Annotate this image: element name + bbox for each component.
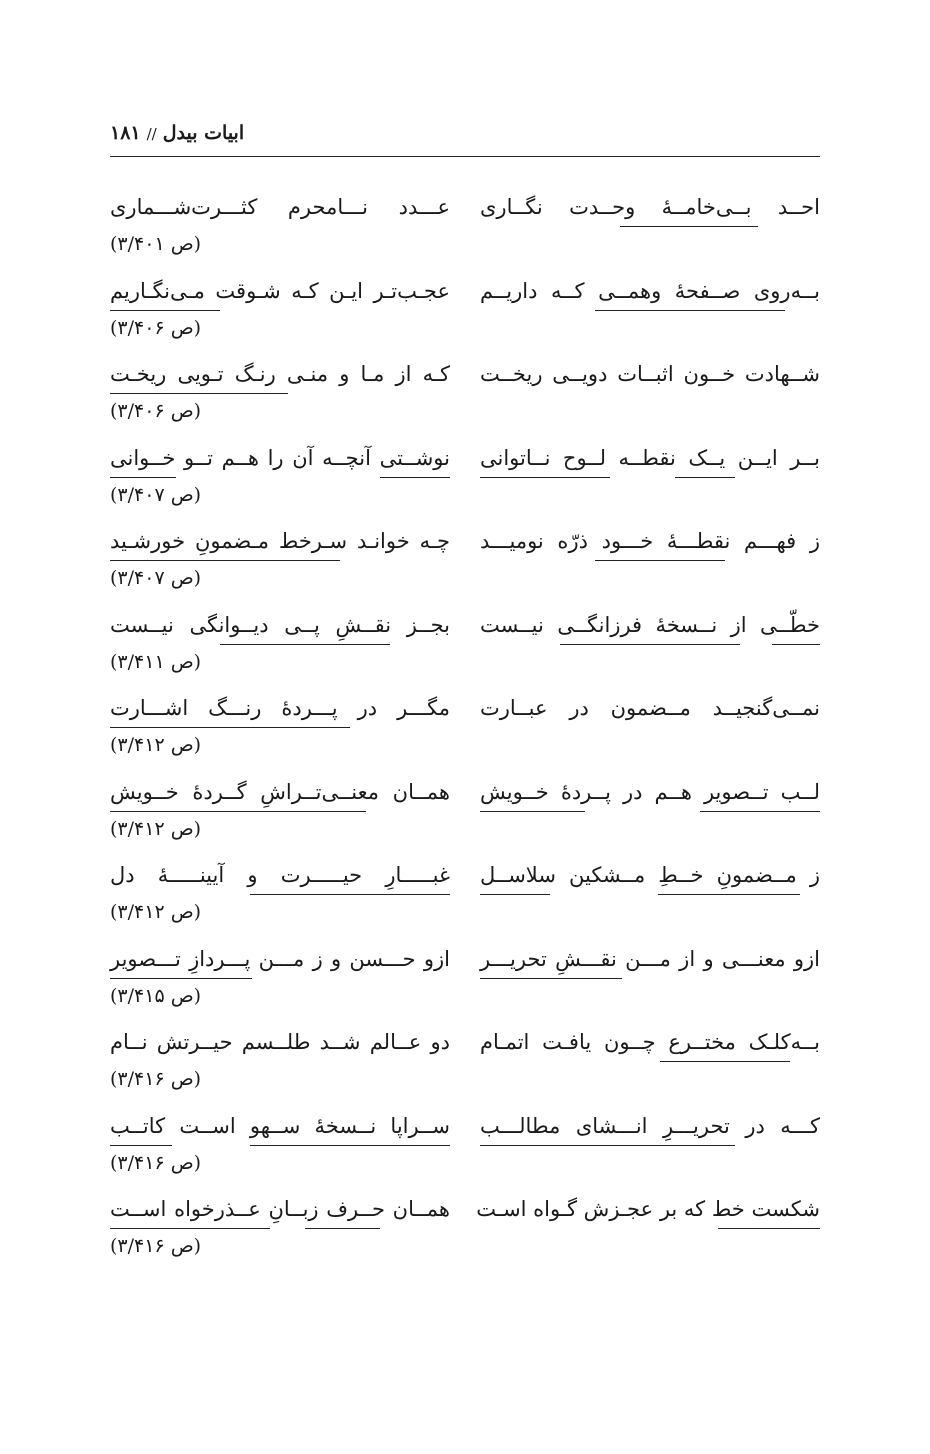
second-hemistich: عـــدد نـــامحرم کثـــرت‌شـــماری <box>110 195 450 219</box>
couplet <box>110 1187 820 1271</box>
page-reference: (ص ۳/۴۱۲) <box>110 734 202 756</box>
first-hemistich: شــهادت خــون اثبــات دویــی ریخــت <box>480 362 820 386</box>
page-reference: (ص ۳/۴۱۱) <box>110 650 202 673</box>
couplet <box>110 519 820 603</box>
underline <box>250 894 450 895</box>
couplet <box>110 770 820 854</box>
underline <box>675 477 735 478</box>
underline <box>110 727 350 728</box>
page-number: ۱۸۱ <box>110 122 141 144</box>
couplet <box>110 686 820 770</box>
page-reference: (ص ۳/۴۱۲) <box>110 901 202 923</box>
first-hemistich: ز فهـــم نقطـــۀ خـــود ذرّه نومیـــد <box>480 529 820 553</box>
first-hemistich: ازو معنـــی و از مـــن نقـــشِ تحریـــر <box>480 946 820 971</box>
header-text <box>110 122 244 144</box>
second-hemistich: چـه خوانـد سـرخط مـضمونِ خورشـید <box>110 529 450 553</box>
couplet <box>110 352 820 436</box>
page-reference: (ص ۳/۴۰۱) <box>110 233 202 255</box>
page-reference: (ص ۳/۴۰۷) <box>110 567 202 589</box>
page-reference: (ص ۳/۴۰۶) <box>110 400 202 422</box>
second-hemistich: بجــز نقــشِ پــی دیــوانگی نیــست <box>110 612 450 637</box>
first-hemistich: کـــه در تحریـــرِ انـــشای مطالـــب <box>480 1113 820 1138</box>
second-hemistich: غبـــــارِ حیـــــرت و آیینـــــۀ دل <box>110 863 450 887</box>
underline <box>700 811 820 812</box>
underline <box>480 811 585 812</box>
couplet <box>110 853 820 937</box>
second-hemistich: عجـب‌تـر ایـن کـه شـوقت مـی‌نگـاریم <box>110 278 450 303</box>
couplet <box>110 436 820 520</box>
underline <box>595 310 785 311</box>
second-hemistich: همــان معنــی‌تــراشِ گــردۀ خــویش <box>110 779 450 804</box>
second-hemistich: کـه از مـا و منـی رنـگ تـویی ریخـت <box>110 362 450 386</box>
underline <box>595 560 725 561</box>
couplet <box>110 185 820 269</box>
second-hemistich: ســراپا نــسخۀ ســهو اســت کاتــب <box>110 1113 450 1138</box>
underline <box>110 811 366 812</box>
couplet <box>110 269 820 353</box>
header-title: ابیات بیدل <box>162 122 245 144</box>
first-hemistich: شکست خط که بر عجـزش گـواه اسـت <box>476 1197 820 1221</box>
page-reference: (ص ۳/۴۱۶) <box>110 1151 202 1174</box>
underline <box>110 1228 270 1229</box>
underline <box>110 978 252 979</box>
underline <box>250 1145 450 1146</box>
underline <box>110 393 288 394</box>
underline <box>772 644 820 645</box>
underline <box>660 1061 790 1062</box>
underline <box>305 1228 380 1229</box>
first-hemistich: ز مــضمونِ خــطِ مــشکین سلاســل <box>480 863 820 887</box>
header-separator: // <box>146 125 157 143</box>
page-reference: (ص ۳/۴۱۲) <box>110 817 202 840</box>
underline <box>480 1145 735 1146</box>
verse-list <box>110 185 820 1271</box>
underline <box>480 477 610 478</box>
underline <box>718 1228 820 1229</box>
couplet <box>110 1104 820 1188</box>
page-reference: (ص ۳/۴۱۵) <box>110 984 202 1007</box>
page-reference: (ص ۳/۴۱۶) <box>110 1235 202 1257</box>
couplet <box>110 937 820 1021</box>
first-hemistich: بــر ایــن یــک نقطــه لــوح نــاتوانی <box>480 445 820 470</box>
underline <box>480 894 550 895</box>
underline <box>110 477 176 478</box>
first-hemistich: بــه‌کلـک مختــرع چــون یافـت اتمـام <box>480 1030 820 1054</box>
underline <box>658 894 800 895</box>
second-hemistich: مگـــر در پـــردۀ رنـــگ اشـــارت <box>110 696 450 720</box>
underline <box>480 978 622 979</box>
second-hemistich: نوشــتی آنچــه آن را هــم تــو خــوانی <box>110 445 450 470</box>
couplet <box>110 603 820 687</box>
first-hemistich: بــه‌روی صــفحۀ وهمــی کــه داریــم <box>480 278 820 303</box>
first-hemistich: خطّــی از نــسخۀ فرزانگــی نیــست <box>480 612 820 637</box>
underline <box>220 644 390 645</box>
first-hemistich: نمــی‌گنجیــد مــضمون در عبــارت <box>480 696 820 720</box>
first-hemistich: احــد بــی‌خامــۀ وحــدت نگــاری <box>480 195 820 219</box>
couplet <box>110 1020 820 1104</box>
underline <box>560 644 740 645</box>
page-reference: (ص ۳/۴۰۷) <box>110 483 202 506</box>
page-reference: (ص ۳/۴۰۶) <box>110 316 202 339</box>
underline <box>110 560 340 561</box>
underline <box>380 477 450 478</box>
underline <box>620 226 758 227</box>
second-hemistich: ازو حـــسن و ز مـــن پـــردازِ تـــصویر <box>110 946 450 971</box>
underline <box>110 310 220 311</box>
underline <box>110 1145 172 1146</box>
running-header <box>110 118 820 157</box>
first-hemistich: لــب تــصویر هــم در پــردۀ خــویش <box>480 779 820 804</box>
second-hemistich: دو عــالم شــد طلــسم حیــرتش نــام <box>110 1030 450 1054</box>
page-reference: (ص ۳/۴۱۶) <box>110 1068 202 1090</box>
second-hemistich: همــان حــرف زبــانِ عــذرخواه اســت <box>110 1197 450 1221</box>
